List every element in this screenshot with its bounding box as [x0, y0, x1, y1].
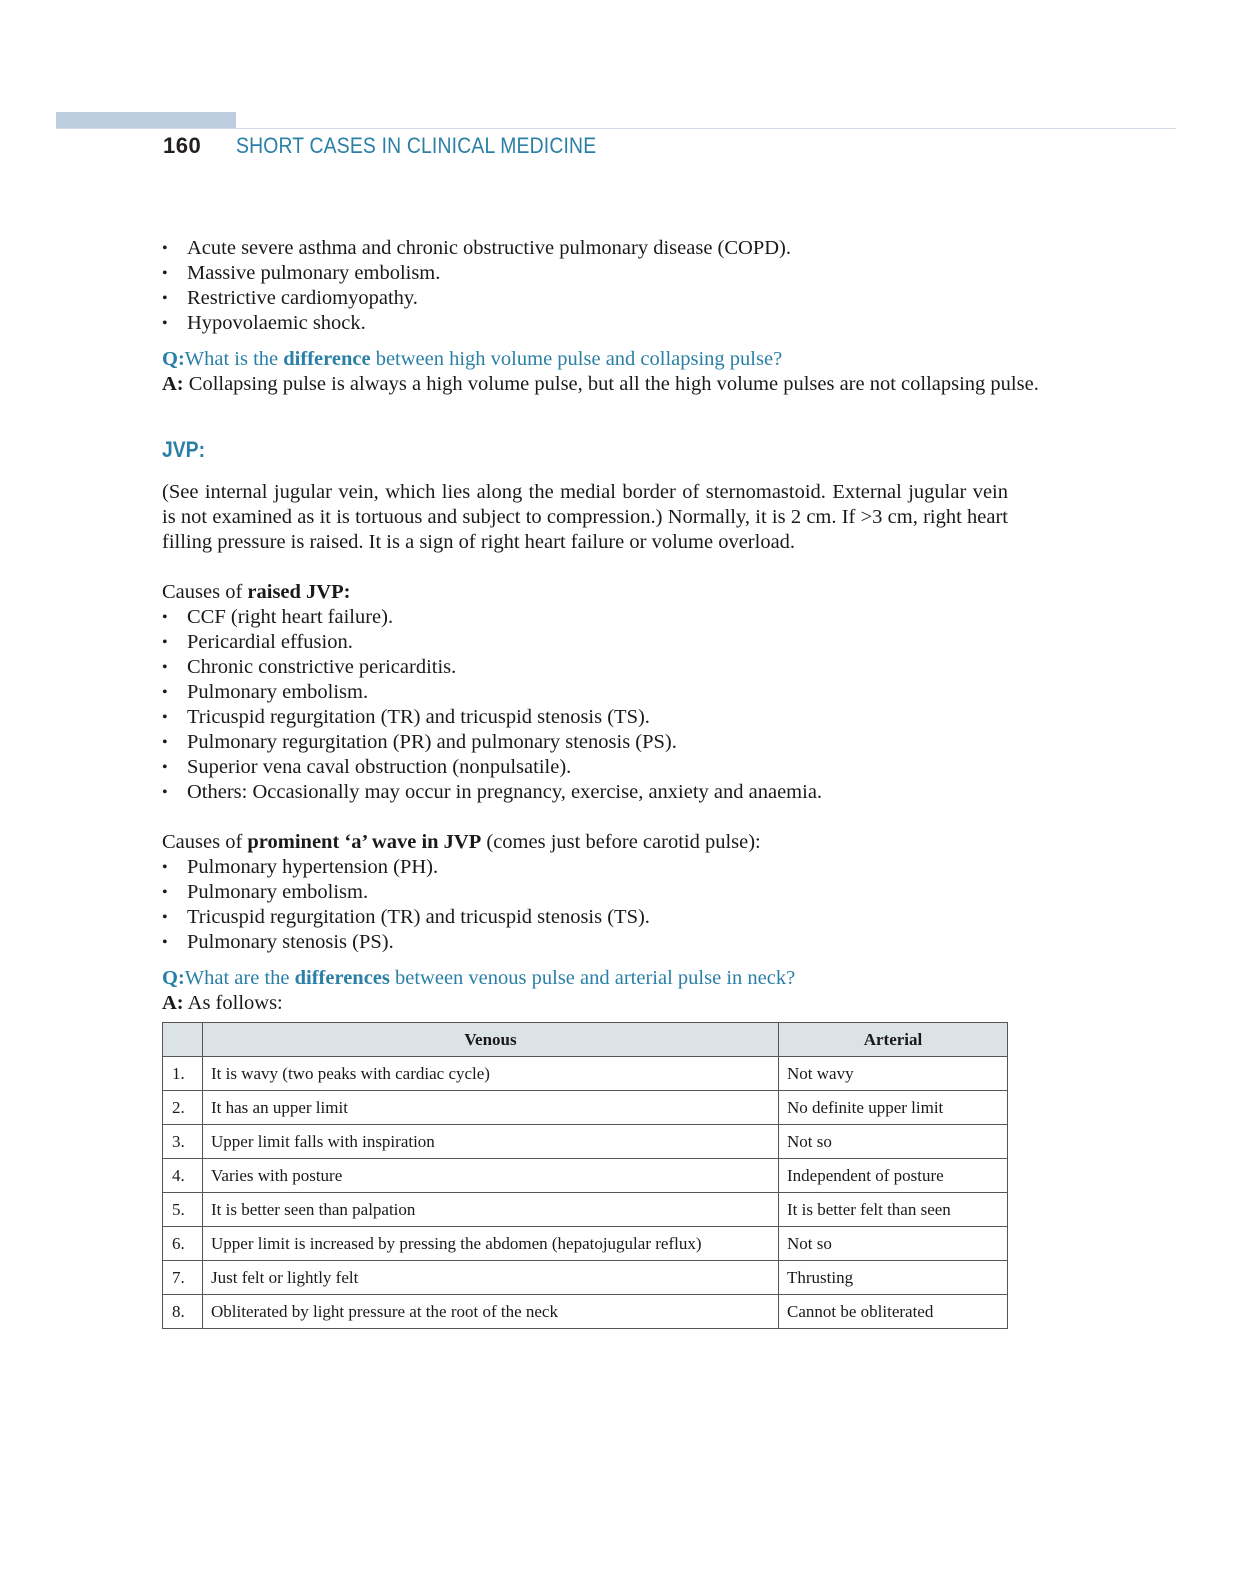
- page-content: [162, 236, 1039, 1016]
- a-wave-label: Causes of prominent ‘a’ wave in JVP (comes just before carotid pulse):: [162, 831, 761, 853]
- header-arterial: Arterial: [779, 1023, 1008, 1057]
- book-title: SHORT CASES IN CLINICAL MEDICINE: [236, 133, 597, 158]
- list-item: • Hypovolaemic shock.: [162, 312, 366, 334]
- question-1: Q:What is the difference between high volume pulse and collapsing pulse?: [162, 348, 783, 370]
- bullet-icon: •: [162, 709, 168, 726]
- list-item: • Pericardial effusion.: [162, 631, 353, 653]
- raised-jvp-label: Causes of raised JVP:: [162, 581, 351, 603]
- bullet-icon: •: [162, 634, 168, 651]
- bullet-icon: •: [162, 884, 168, 901]
- venous-arterial-comparison-table: [162, 1022, 1008, 1329]
- jvp-paragraph: (See internal jugular vein, which lies along the medial border of sternomastoid. External jugular vein is not examined as it is tortuous and subject to compression.) Normally, it is 2 cm. If >3 cm, right heart filling pressure is raised. It is a sign of right heart failure or volume overload.: [162, 481, 1008, 553]
- table-row: 5. It is better seen than palpation It is better felt than seen: [163, 1193, 1008, 1227]
- bullet-icon: •: [162, 290, 168, 307]
- list-item: • CCF (right heart failure).: [162, 606, 394, 628]
- answer-1: A: Collapsing pulse is always a high volume pulse, but all the high volume pulses are not collapsing pulse.: [162, 373, 1039, 395]
- list-item: • Pulmonary stenosis (PS).: [162, 931, 394, 953]
- bullet-icon: •: [162, 315, 168, 332]
- bullet-icon: •: [162, 859, 168, 876]
- header-accent-bar: [56, 112, 236, 128]
- bullet-icon: •: [162, 684, 168, 701]
- list-item: • Pulmonary embolism.: [162, 681, 369, 703]
- header-venous: Venous: [203, 1023, 779, 1057]
- list-item: • Acute severe asthma and chronic obstructive pulmonary disease (COPD).: [162, 237, 791, 259]
- list-item: • Restrictive cardiomyopathy.: [162, 287, 418, 309]
- table-row: 4. Varies with posture Independent of posture: [163, 1159, 1008, 1193]
- header-number: [163, 1023, 203, 1057]
- list-item: • Massive pulmonary embolism.: [162, 262, 441, 284]
- list-item: • Chronic constrictive pericarditis.: [162, 656, 457, 678]
- list-item: • Pulmonary regurgitation (PR) and pulmonary stenosis (PS).: [162, 731, 677, 753]
- section-heading-jvp: JVP:: [162, 437, 206, 462]
- page-number: 160: [163, 133, 202, 158]
- raised-jvp-list: [162, 605, 1012, 805]
- list-item: • Pulmonary embolism.: [162, 881, 369, 903]
- table-row: 7. Just felt or lightly felt Thrusting: [163, 1261, 1008, 1295]
- answer-2: A: As follows:: [162, 992, 283, 1014]
- table-row: 2. It has an upper limit No definite upper limit: [163, 1091, 1008, 1125]
- table-header-row: [163, 1023, 1008, 1057]
- table-row: 6. Upper limit is increased by pressing the abdomen (hepatojugular reflux) Not so: [163, 1227, 1008, 1261]
- list-item: • Tricuspid regurgitation (TR) and tricuspid stenosis (TS).: [162, 906, 650, 928]
- running-head: [163, 133, 645, 163]
- bullet-icon: •: [162, 240, 168, 257]
- table-row: 3. Upper limit falls with inspiration Not so: [163, 1125, 1008, 1159]
- intro-list: [162, 236, 1012, 336]
- bullet-icon: •: [162, 784, 168, 801]
- bullet-icon: •: [162, 909, 168, 926]
- bullet-icon: •: [162, 265, 168, 282]
- table-row: 8. Obliterated by light pressure at the root of the neck Cannot be obliterated: [163, 1295, 1008, 1329]
- list-item: • Superior vena caval obstruction (nonpulsatile).: [162, 756, 572, 778]
- bullet-icon: •: [162, 934, 168, 951]
- header-rule: [56, 128, 1176, 129]
- a-wave-list: [162, 855, 1012, 955]
- bullet-icon: •: [162, 734, 168, 751]
- question-2: Q:What are the differences between venous pulse and arterial pulse in neck?: [162, 967, 796, 989]
- bullet-icon: •: [162, 659, 168, 676]
- list-item: • Pulmonary hypertension (PH).: [162, 856, 439, 878]
- bullet-icon: •: [162, 609, 168, 626]
- bullet-icon: •: [162, 759, 168, 776]
- list-item: • Others: Occasionally may occur in pregnancy, exercise, anxiety and anaemia.: [162, 781, 823, 803]
- table-row: 1. It is wavy (two peaks with cardiac cycle) Not wavy: [163, 1057, 1008, 1091]
- list-item: • Tricuspid regurgitation (TR) and tricuspid stenosis (TS).: [162, 706, 650, 728]
